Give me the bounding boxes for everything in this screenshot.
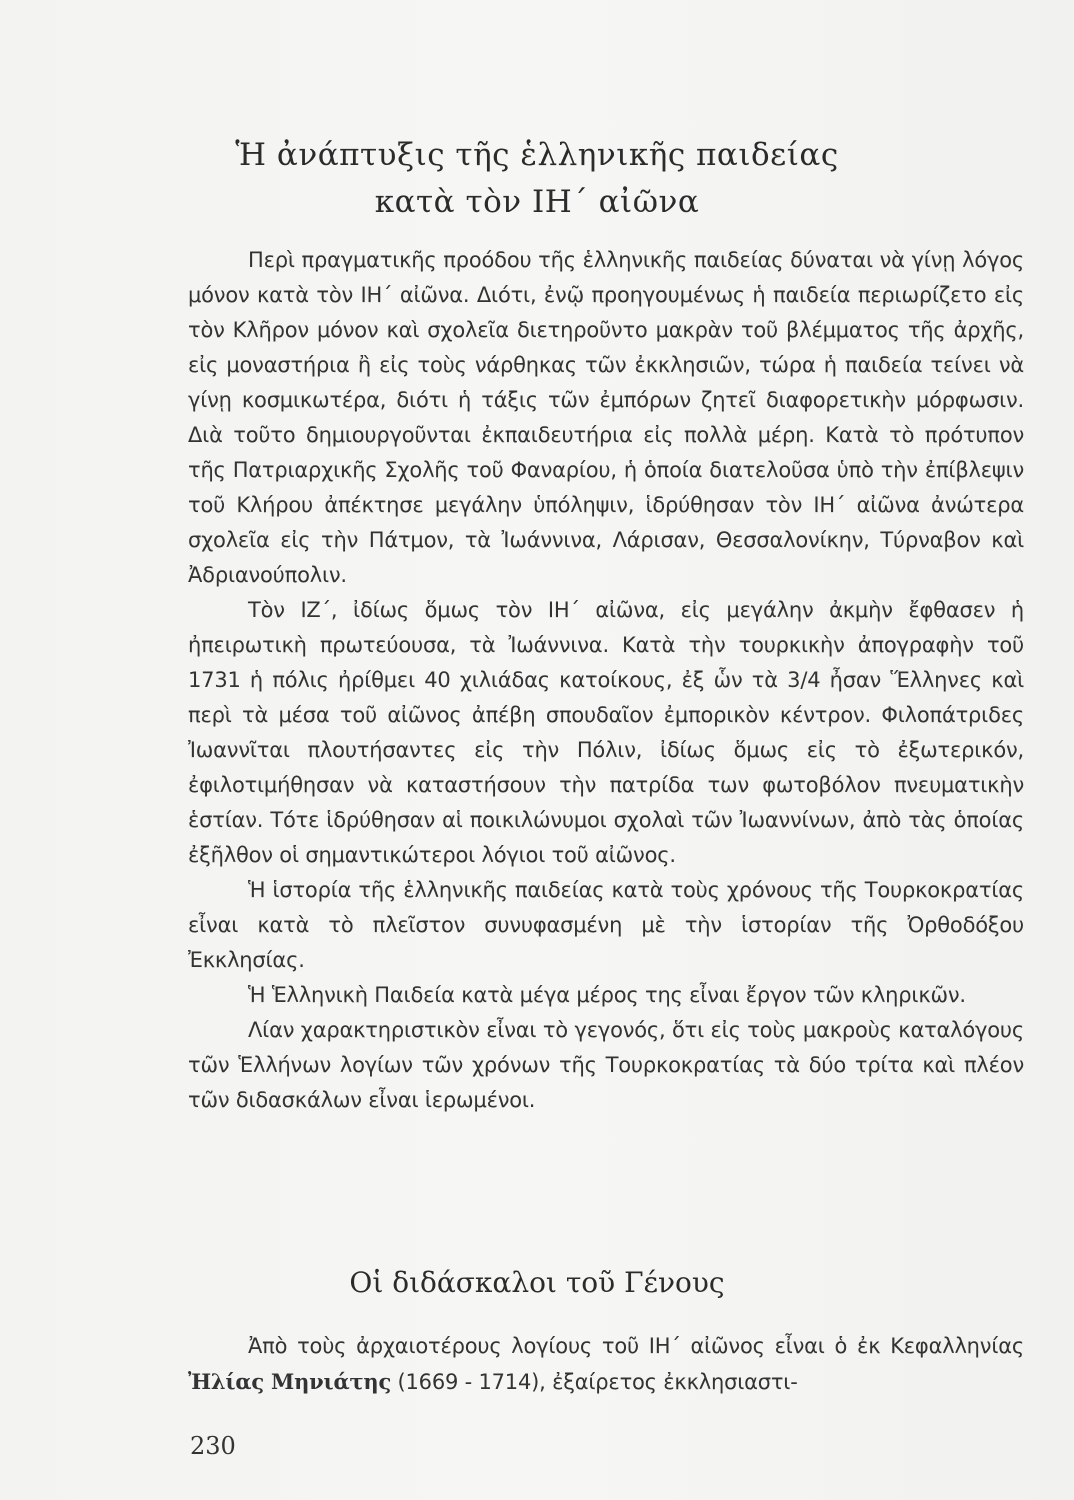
chapter-body bbox=[188, 243, 1024, 1118]
paragraph-4: Ἡ Ἑλληνικὴ Παιδεία κατὰ μέγα μέρος της εἶναι ἔργον τῶν κληρικῶν. bbox=[248, 983, 966, 1007]
person-name: Ἠλίας Μηνιάτης bbox=[188, 1369, 392, 1394]
chapter-title-line-2: κατὰ τὸν ΙΗ΄ αἰῶνα bbox=[374, 184, 700, 220]
section-intro-after: (1669 - 1714), ἐξαίρετος ἐκκλησιαστι- bbox=[391, 1370, 798, 1394]
section-title: Οἱ διδάσκαλοι τοῦ Γένους bbox=[349, 1266, 725, 1299]
section-paragraph bbox=[188, 1329, 1024, 1400]
section-body bbox=[188, 1329, 1024, 1400]
paragraph-1: Περὶ πραγματικῆς προόδου τῆς ἑλληνικῆς παιδείας δύναται νὰ γίνῃ λόγος μόνον κατὰ τὸν ΙΗ΄ αἰῶνα. Διότι, ἐνῷ προηγουμένως ἡ παιδεία περιωρίζετο εἰς τὸν Κλῆρον μόνον καὶ σχολεῖα διετηροῦντο μακρὰν τοῦ βλέμματος τῆς ἀρχῆς, εἰς μοναστήρια ἢ εἰς τοὺς νάρθηκας τῶν ἐκκλησιῶν, τώρα ἡ παιδεία τείνει νὰ γίνῃ κοσμικωτέρα, διότι ἡ τάξις τῶν ἐμπόρων ζητεῖ διαφορετικὴν μόρφωσιν. Διὰ τοῦτο δημιουργοῦνται ἐκπαιδευτήρια εἰς πολλὰ μέρη. Κατὰ τὸ πρότυπον τῆς Πατριαρχικῆς Σχολῆς τοῦ Φαναρίου, ἡ ὁποία διατελοῦσα ὑπὸ τὴν ἐπίβλεψιν τοῦ Κλήρου ἀπέκτησε μεγάλην ὑπόληψιν, ἱδρύθησαν τὸν ΙΗ΄ αἰῶνα ἀνώτερα σχολεῖα εἰς τὴν Πάτμον, τὰ Ἰωάννινα, Λάρισαν, Θεσσαλονίκην, Τύρναβον καὶ Ἀδριανούπολιν. bbox=[188, 248, 1024, 587]
paragraph-3: Ἡ ἱστορία τῆς ἑλληνικῆς παιδείας κατὰ τοὺς χρόνους τῆς Τουρκοκρατίας εἶναι κατὰ τὸ πλεῖστον συνυφασμένη μὲ τὴν ἱστορίαν τῆς Ὀρθοδόξου Ἐκκλησίας. bbox=[188, 878, 1024, 972]
paragraph-2: Τὸν ΙΖ΄, ἰδίως ὅμως τὸν ΙΗ΄ αἰῶνα, εἰς μεγάλην ἀκμὴν ἔφθασεν ἡ ἠπειρωτικὴ πρωτεύουσα, τὰ Ἰωάννινα. Κατὰ τὴν τουρκικὴν ἀπογραφὴν τοῦ 1731 ἡ πόλις ἠρίθμει 40 χιλιάδας κατοίκους, ἐξ ὧν τὰ 3/4 ἦσαν Ἕλληνες καὶ περὶ τὰ μέσα τοῦ αἰῶνος ἀπέβη σπουδαῖον ἐμπορικὸν κέντρον. Φιλοπάτριδες Ἰωαννῖται πλουτήσαντες εἰς τὴν Πόλιν, ἰδίως ὅμως εἰς τὸ ἐξωτερικόν, ἐφιλοτιμήθησαν νὰ καταστήσουν τὴν πατρίδα των φωτοβόλον πνευματικὴν ἑστίαν. Τότε ἱδρύθησαν αἱ ποικιλώνυμοι σχολαὶ τῶν Ἰωαννίνων, ἀπὸ τὰς ὁποίας ἐξῆλθον οἱ σημαντικώτεροι λόγιοι τοῦ αἰῶνος. bbox=[188, 598, 1024, 867]
chapter-title-line-1: Ἡ ἀνάπτυξις τῆς ἑλληνικῆς παιδείας bbox=[235, 137, 839, 173]
page-number: 230 bbox=[190, 1432, 236, 1460]
paragraph-5: Λίαν χαρακτηριστικὸν εἶναι τὸ γεγονός, ὅτι εἰς τοὺς μακροὺς καταλόγους τῶν Ἑλλήνων λογίων τῶν χρόνων τῆς Τουρκοκρατίας τὰ δύο τρίτα καὶ πλέον τῶν διδασκάλων εἶναι ἱερωμένοι. bbox=[188, 1018, 1024, 1112]
section-intro-before: Ἀπὸ τοὺς ἀρχαιοτέρους λογίους τοῦ ΙΗ΄ αἰῶνος εἶναι ὁ ἐκ Κεφαλληνίας bbox=[248, 1334, 1024, 1358]
